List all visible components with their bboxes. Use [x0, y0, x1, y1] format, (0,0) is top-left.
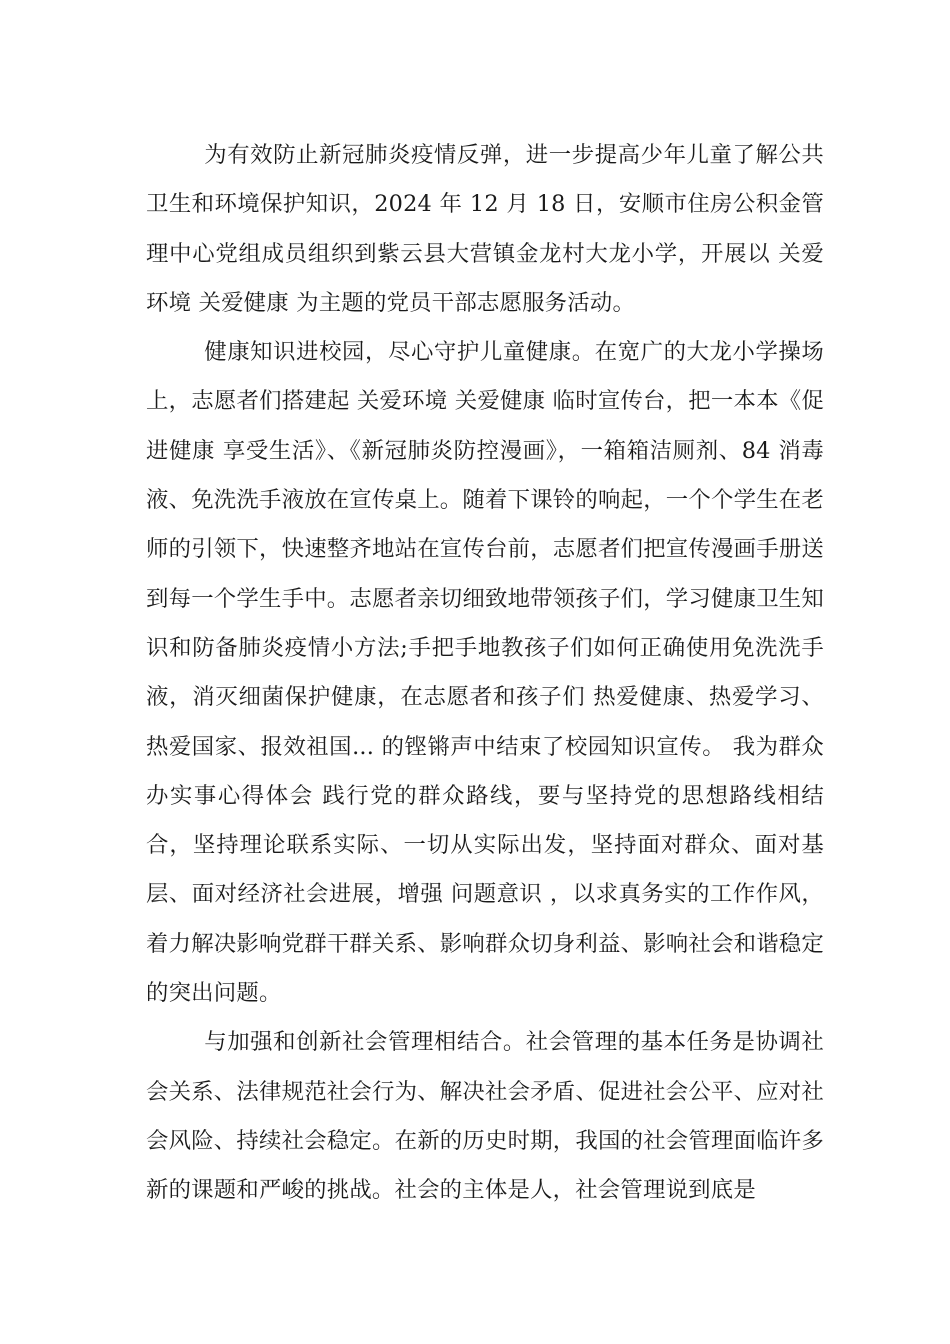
document-body: [146, 131, 824, 1216]
paragraph-2: 健康知识进校园，尽心守护儿童健康。在宽广的大龙小学操场上，志愿者们搭建起 关爱环境 关爱健康 临时宣传台，把一本本《促进健康 享受生活》、《新冠肺炎防控漫画》，一箱箱洁厕剂、84 消毒液、免洗洗手液放在宣传桌上。随着下课铃的响起，一个个学生在老师的引领下，快速整齐地站在宣传台前，志愿者们把宣传漫画手册送到每一个学生手中。志愿者亲切细致地带领孩子们，学习健康卫生知识和防备肺炎疫情小方法;手把手地教孩子们如何正确使用免洗洗手液，消灭细菌保护健康，在志愿者和孩子们 热爱健康、热爱学习、热爱国家、报效祖国... 的铿锵声中结束了校园知识宣传。 我为群众办实事心得体会 践行党的群众路线，要与坚持党的思想路线相结合，坚持理论联系实际、一切从实际出发，坚持面对群众、面对基层、面对经济社会进展，增强 问题意识 ，以求真务实的工作作风，着力解决影响党群干群关系、影响群众切身利益、影响社会和谐稳定的突出问题。: [146, 339, 824, 1007]
paragraph-3: 与加强和创新社会管理相结合。社会管理的基本任务是协调社会关系、法律规范社会行为、解决社会矛盾、促进社会公平、应对社会风险、持续社会稳定。在新的历史时期，我国的社会管理面临许多新的课题和严峻的挑战。社会的主体是人，社会管理说到底是: [146, 1029, 824, 1204]
paragraph-1: 为有效防止新冠肺炎疫情反弹，进一步提高少年儿童了解公共卫生和环境保护知识，2024 年 12 月 18 日，安顺市住房公积金管理中心党组成员组织到紫云县大营镇金龙村大龙小学，开展以 关爱环境 关爱健康 为主题的党员干部志愿服务活动。: [146, 142, 824, 316]
